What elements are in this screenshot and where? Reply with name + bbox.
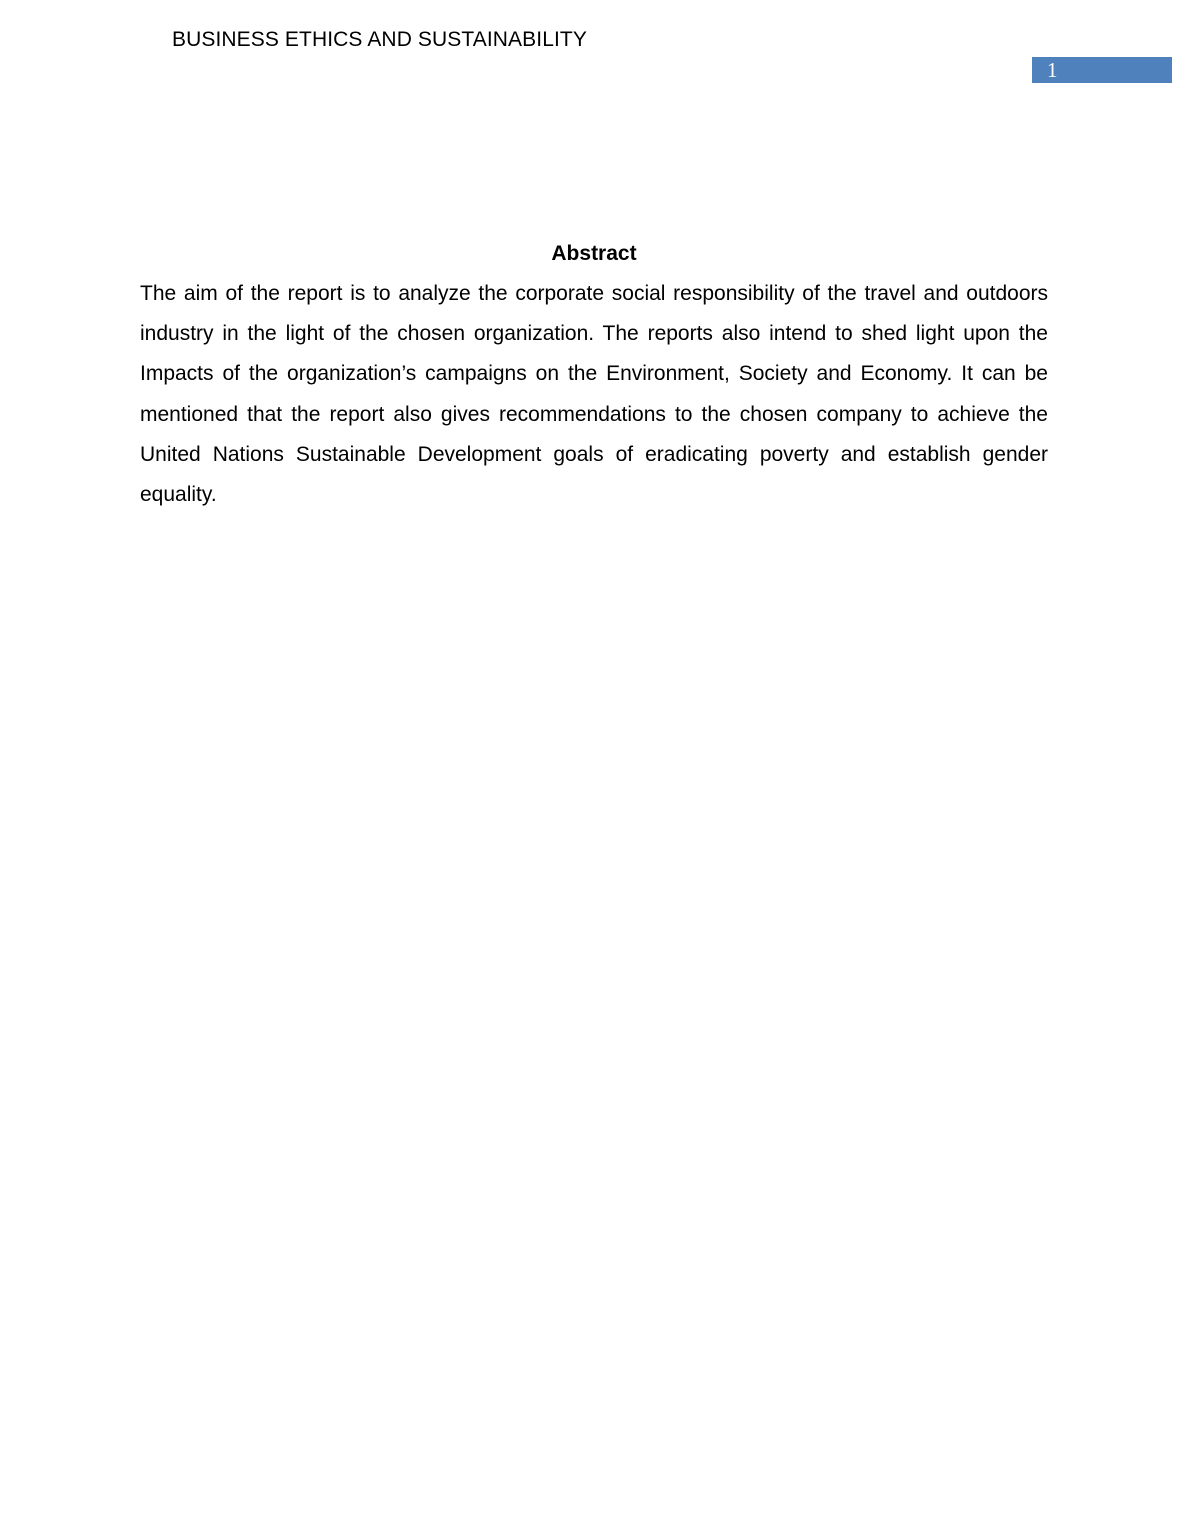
abstract-heading: Abstract — [551, 242, 637, 265]
page-number-box — [1032, 57, 1172, 83]
page-number: 1 — [1047, 58, 1058, 82]
running-header: BUSINESS ETHICS AND SUSTAINABILITY — [172, 28, 587, 51]
abstract-body: The aim of the report is to analyze the corporate social responsibility of the travel and outdoors industry in the light of the chosen organization. The reports also intend to shed light upon the Impacts of the organization’s campaigns on the Environment, Society and Economy. It can be mentioned that the report also gives recommendations to the chosen company to achieve the United Nations Sustainable Development goals of eradicating poverty and establish gender equality. — [140, 282, 1048, 507]
